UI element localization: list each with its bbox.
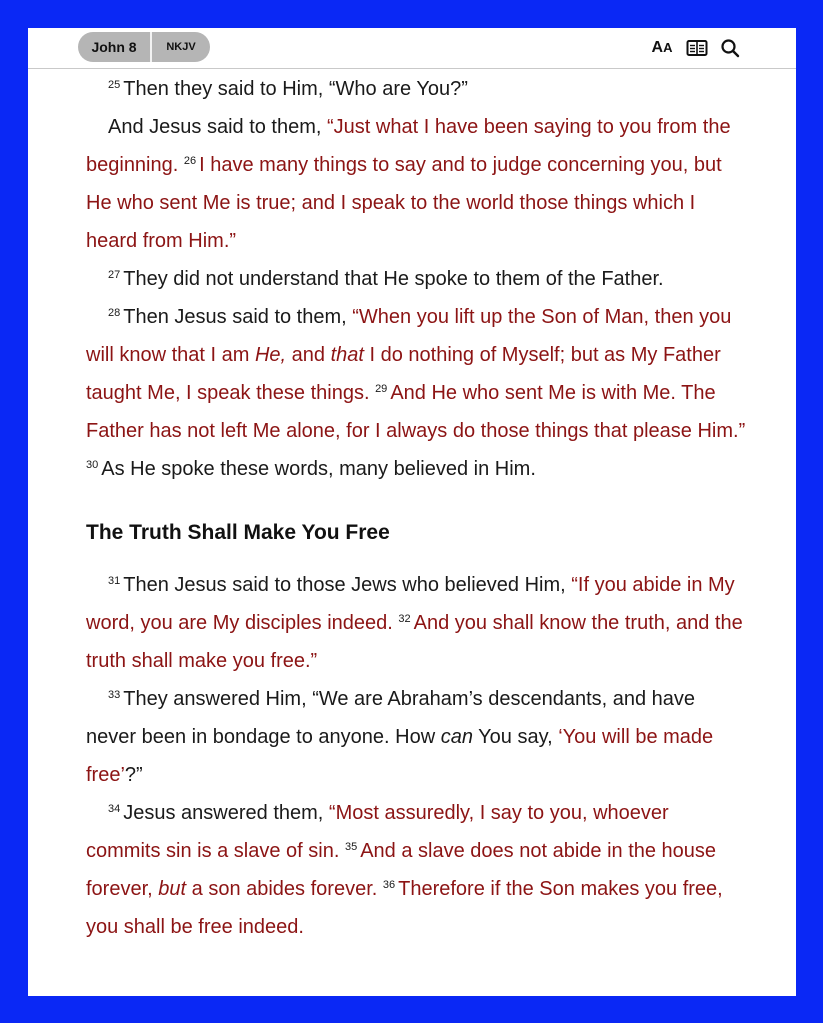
verse-number[interactable]: 28: [108, 307, 121, 320]
verse-number[interactable]: 27: [108, 269, 121, 282]
verse-number[interactable]: 26: [183, 155, 197, 168]
section-heading: The Truth Shall Make You Free: [86, 521, 390, 544]
text-size-icon[interactable]: A A: [651, 39, 673, 56]
verse-number[interactable]: 36: [382, 879, 396, 892]
toolbar-actions: [650, 36, 740, 60]
paragraph: $^{27}$ They did not understand that He spoke to them of the Father.: [108, 268, 664, 290]
paragraph: $^{34}$ Jesus answered them, “Most assuredly, I say to you, whoever commits sin is a slave of sin. $^{35}$ And a slave does not abide in the house forever, but a son abides forever. $^{36}$ Therefore if the Son makes you free, you shall be free indeed.: [86, 802, 723, 938]
paragraph: $^{33}$ They answered Him, “We are Abraham’s descendants, and have never been in bondage to anyone. How can You say, ‘You will be made free’?”: [86, 688, 714, 786]
search-icon[interactable]: [720, 38, 740, 58]
chapter-text: [86, 70, 746, 946]
paragraph: $^{31}$ Then Jesus said to those Jews who believed Him, “If you abide in My word, you are My disciples indeed. $^{32}$ And you shall know the truth, and the truth shall make you free.”: [86, 574, 743, 672]
book-chapter-button[interactable]: John 8: [91, 39, 137, 55]
reader-page: [28, 28, 796, 996]
verse-number[interactable]: 29: [375, 383, 388, 396]
verse-number[interactable]: 35: [344, 841, 358, 854]
verse-number[interactable]: 33: [108, 689, 121, 702]
top-toolbar: [28, 28, 796, 69]
paragraph: And Jesus said to them, “Just what I have been saying to you from the beginning. $^{26}$ I have many things to say and to judge concerning you, but He who sent Me is true; and I speak to the world those things which I heard from Him.”: [86, 116, 731, 252]
verse-number[interactable]: 30: [86, 459, 99, 472]
paragraph: $^{28}$ Then Jesus said to them, “When you lift up the Son of Man, then you will know that I am He, and that I do nothing of Myself; but as My Father taught Me, I speak these things. $^{29}$ And He who sent Me is with Me. The Father has not left Me alone, for I always do those things that please Him.” $^{30}$ As He spoke these words, many believed in Him.: [86, 306, 746, 480]
reader-view-icon[interactable]: [686, 39, 708, 57]
passage-selector[interactable]: [78, 32, 210, 62]
verse-number[interactable]: 31: [108, 575, 121, 588]
verse-number[interactable]: 34: [108, 803, 121, 816]
paragraph: $^{25}$ Then they said to Him, “Who are You?”: [108, 78, 468, 100]
verse-number[interactable]: 25: [108, 79, 121, 92]
verse-number[interactable]: 32: [398, 613, 411, 626]
version-button[interactable]: NKJV: [166, 41, 196, 53]
